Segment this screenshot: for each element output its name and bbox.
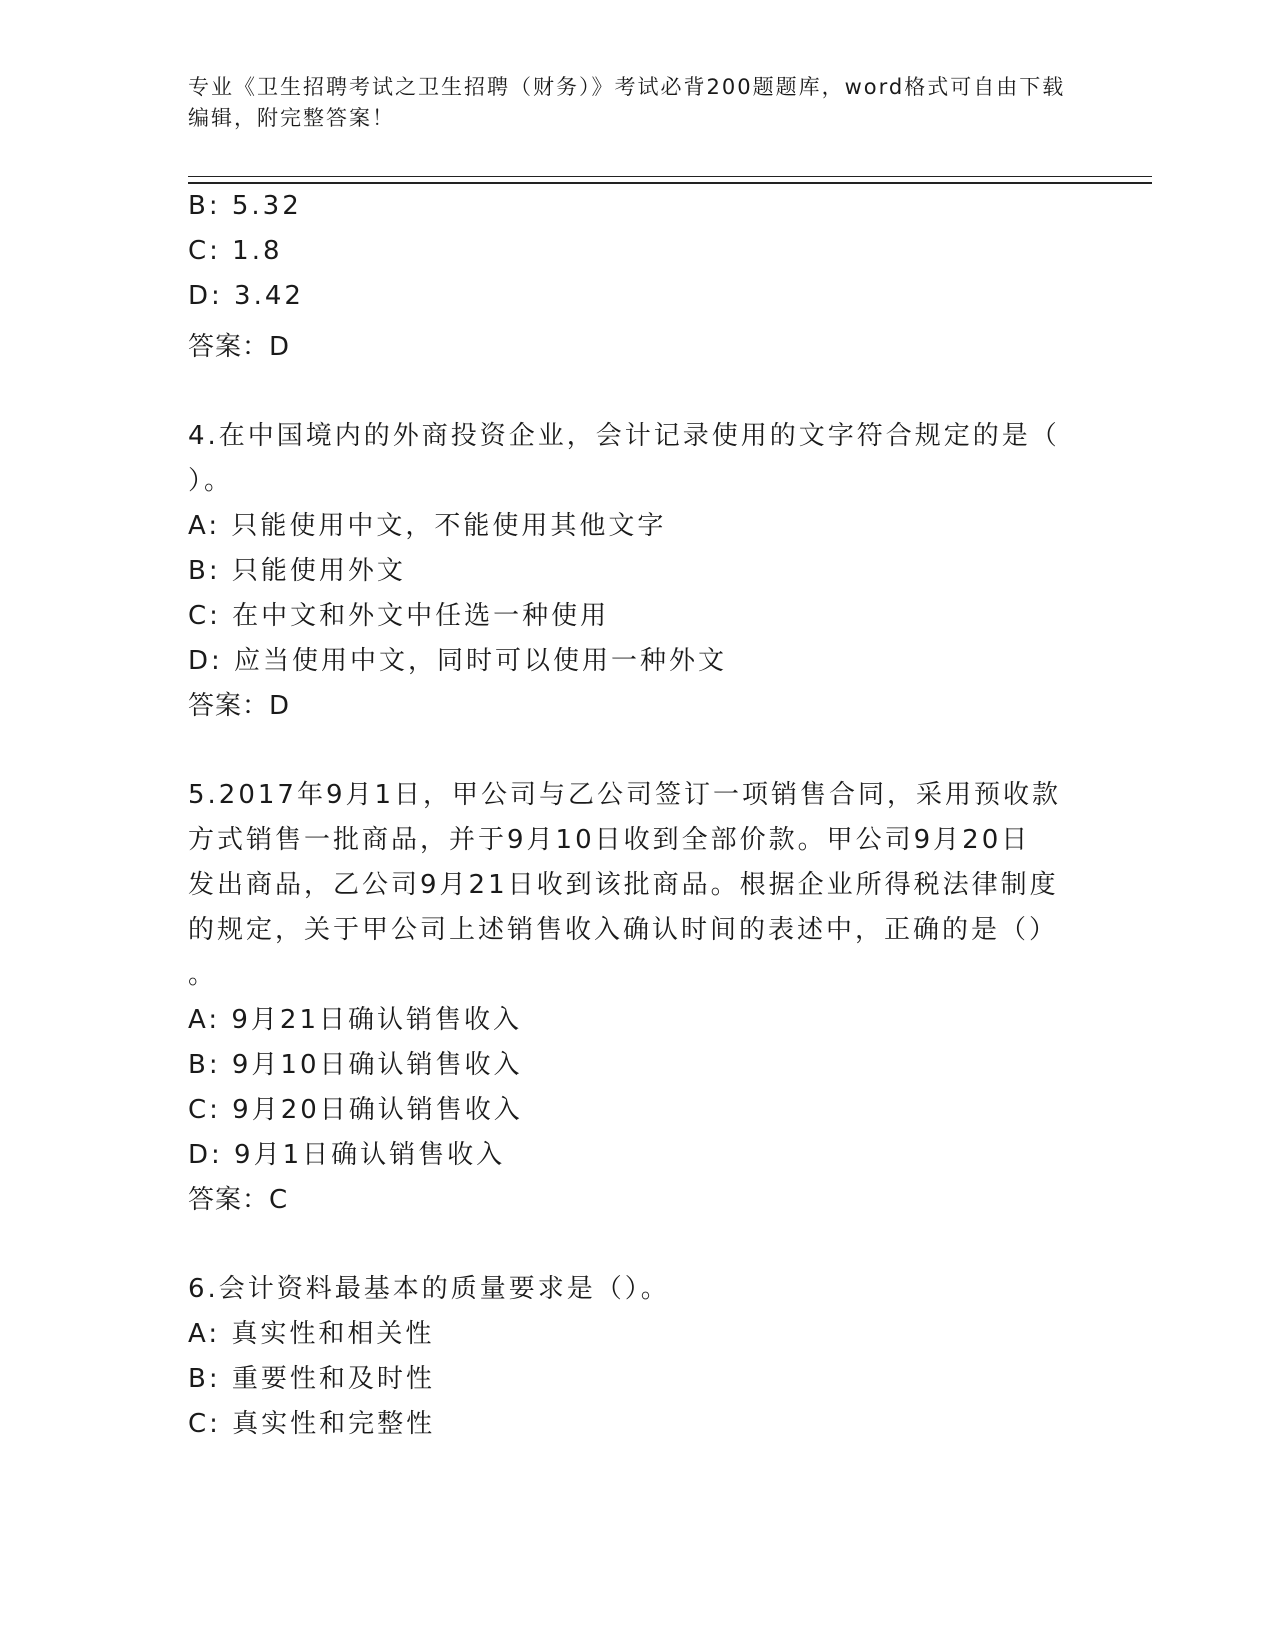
q5-answer: 答案：C xyxy=(188,1185,289,1215)
q5-option-d: D: 9月1日确认销售收入 xyxy=(188,1140,506,1170)
q6-option-a: A: 真实性和相关性 xyxy=(188,1319,435,1349)
q5-option-a: A: 9月21日确认销售收入 xyxy=(188,1005,522,1035)
q5-option-b: B: 9月10日确认销售收入 xyxy=(188,1050,523,1080)
header-divider xyxy=(188,176,1152,177)
q4-stem-line2: ）。 xyxy=(188,466,234,496)
q5-stem-line2: 方式销售一批商品，并于9月10日收到全部价款。甲公司9月20日 xyxy=(188,825,1031,855)
q6-stem-line1: 6.会计资料最基本的质量要求是（）。 xyxy=(188,1274,670,1304)
q6-option-c: C: 真实性和完整性 xyxy=(188,1409,436,1439)
q3-option-d: D: 3.42 xyxy=(188,281,304,311)
q5-option-c: C: 9月20日确认销售收入 xyxy=(188,1095,523,1125)
q4-option-c: C: 在中文和外文中任选一种使用 xyxy=(188,601,610,631)
q5-stem-line5: 。 xyxy=(188,960,218,990)
q3-option-b: B: 5.32 xyxy=(188,191,302,221)
q4-stem-line1: 4.在中国境内的外商投资企业，会计记录使用的文字符合规定的是（ xyxy=(188,421,1060,451)
q3-option-c: C: 1.8 xyxy=(188,236,283,266)
document-header: 专业《卫生招聘考试之卫生招聘（财务）》考试必背200题题库，word格式可自由下载编辑，附完整答案！ xyxy=(188,75,1066,130)
q5-stem-line4: 的规定，关于甲公司上述销售收入确认时间的表述中，正确的是（） xyxy=(188,915,1059,945)
q5-stem-line3: 发出商品，乙公司9月21日收到该批商品。根据企业所得税法律制度 xyxy=(188,870,1059,900)
q6-option-b: B: 重要性和及时性 xyxy=(188,1364,435,1394)
q4-option-b: B: 只能使用外文 xyxy=(188,556,406,586)
q3-answer: 答案：D xyxy=(188,332,291,362)
q4-option-d: D: 应当使用中文，同时可以使用一种外文 xyxy=(188,646,728,676)
q4-option-a: A: 只能使用中文，不能使用其他文字 xyxy=(188,511,667,541)
q4-answer: 答案：D xyxy=(188,691,291,721)
header-divider-thick xyxy=(188,182,1152,184)
q5-stem-line1: 5.2017年9月1日，甲公司与乙公司签订一项销售合同，采用预收款 xyxy=(188,780,1062,810)
